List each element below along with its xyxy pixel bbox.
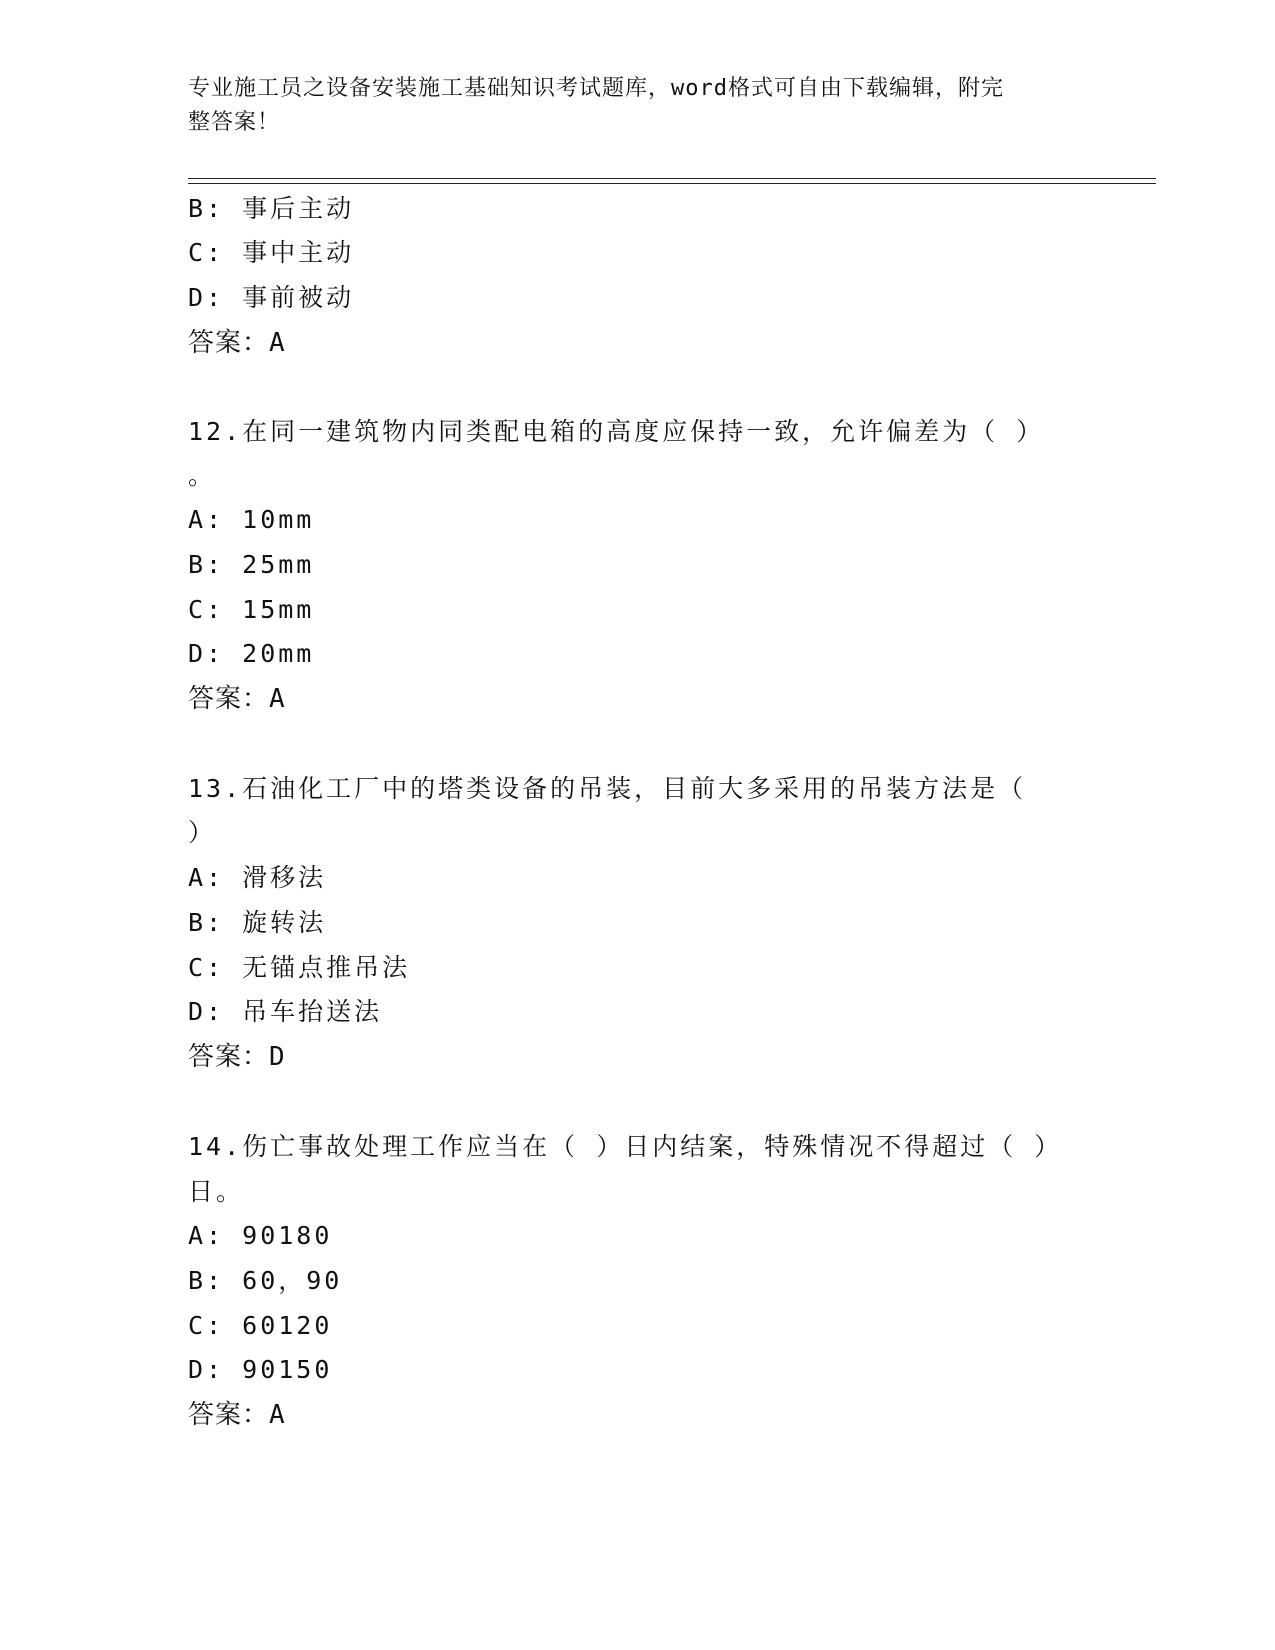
question-13-option-a: A: 滑移法 [188,863,327,892]
question-12-option-d: D: 20mm [188,639,315,668]
question-13-text-cont: ） [188,818,217,847]
question-13-option-c: C: 无锚点推吊法 [188,953,411,982]
question-13-answer: 答案：D [188,1042,286,1072]
question-13-text: 13.石油化工厂中的塔类设备的吊装，目前大多采用的吊装方法是（ [188,774,1027,803]
question-14-option-d: D: 90150 [188,1355,333,1384]
question-14-text: 14.伤亡事故处理工作应当在（ ）日内结案，特殊情况不得超过（ ） [188,1132,1063,1161]
header-line-1: 专业施工员之设备安装施工基础知识考试题库，word格式可自由下载编辑，附完 [188,76,1004,101]
question-12-option-b: B: 25mm [188,550,315,579]
document-header [188,72,1088,140]
question-14-text-cont: 日。 [188,1177,245,1206]
option-c: C: 事中主动 [188,238,355,267]
question-14-option-b: B: 60，90 [188,1266,343,1295]
question-13-option-b: B: 旋转法 [188,908,327,937]
question-14-option-a: A: 90180 [188,1221,333,1250]
question-14-answer: 答案：A [188,1400,286,1430]
question-12-answer: 答案：A [188,684,286,714]
question-12-option-c: C: 15mm [188,595,315,624]
header-divider-top [188,178,1156,179]
option-b: B: 事后主动 [188,194,355,223]
question-12-text-cont: 。 [188,461,217,490]
header-line-2: 整答案！ [188,110,281,135]
question-14-option-c: C: 60120 [188,1311,333,1340]
question-12-option-a: A: 10mm [188,505,315,534]
option-d: D: 事前被动 [188,283,355,312]
answer-line: 答案：A [188,328,286,358]
question-13-option-d: D: 吊车抬送法 [188,997,383,1026]
header-divider-bottom [188,183,1156,184]
question-12-text: 12.在同一建筑物内同类配电箱的高度应保持一致，允许偏差为（ ） [188,417,1045,446]
